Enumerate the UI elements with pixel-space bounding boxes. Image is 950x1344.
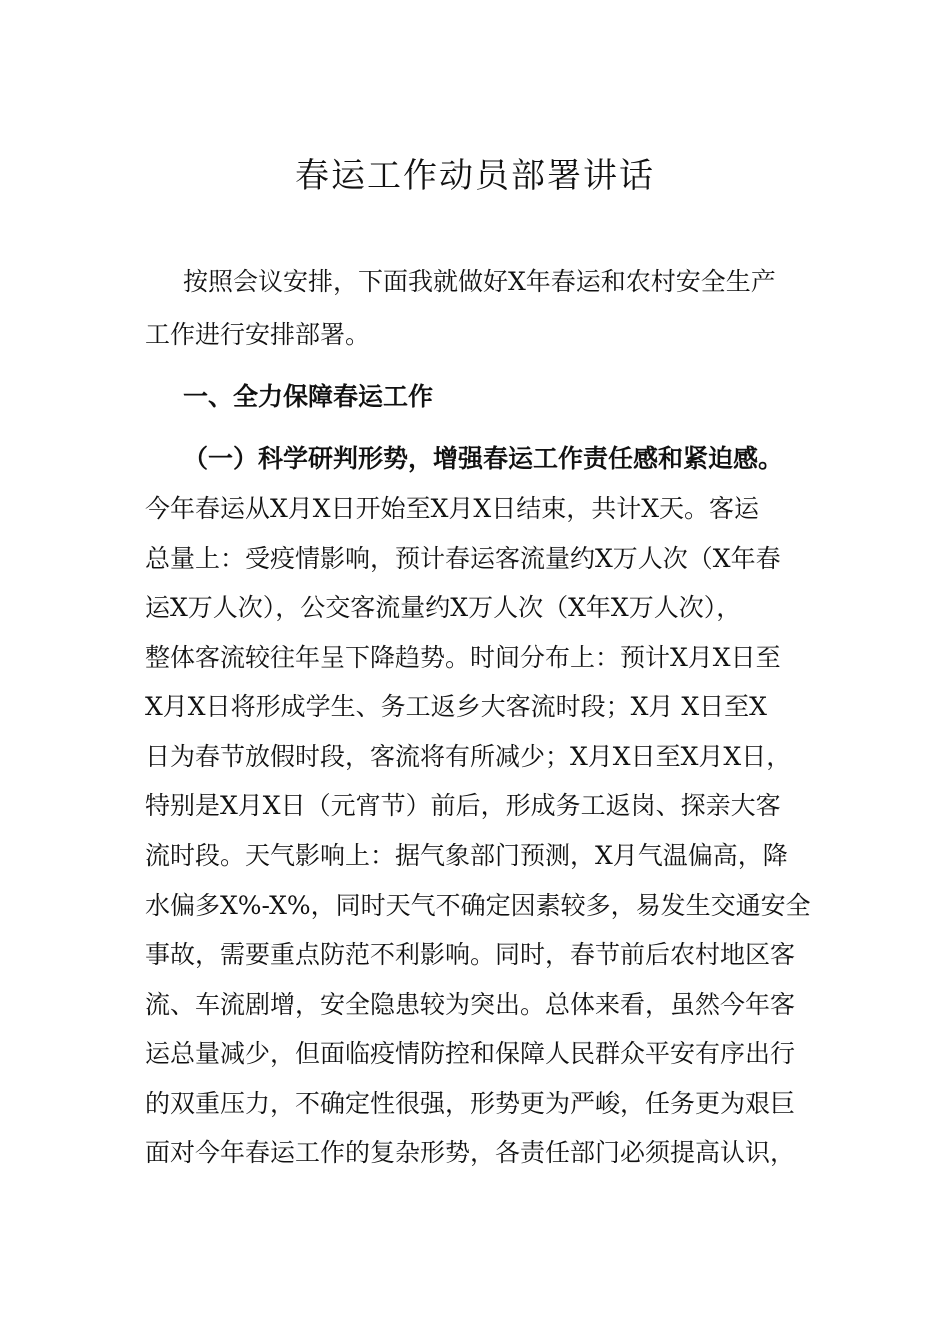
body-line: 面对今年春运工作的复杂形势，各责任部门必须提高认识，	[145, 1138, 796, 1167]
body-line: 总量上：受疫情影响，预计春运客流量约X万人次（X年春	[145, 544, 781, 573]
body-line: 今年春运从X月X日开始至X月X日结束，共计X天。客运	[145, 494, 759, 523]
body-line: 日为春节放假时段，客流将有所减少；X月X日至X月X日，	[145, 742, 792, 771]
body-line: 特别是X月X日（元宵节）前后，形成务工返岗、探亲大客	[145, 791, 781, 820]
section-heading: 一、全力保障春运工作	[183, 382, 434, 411]
intro-line-2: 工作进行安排部署。	[145, 320, 371, 349]
intro-line-1: 按照会议安排，下面我就做好X年春运和农村安全生产	[183, 267, 776, 296]
body-line: X月X日将形成学生、务工返乡大客流时段；X月 X日至X	[145, 692, 767, 721]
body-line: 流时段。天气影响上：据气象部门预测，X月气温偏高，降	[145, 841, 788, 870]
document-title: 春运工作动员部署讲话	[295, 156, 655, 196]
body-line: 运总量减少，但面临疫情防控和保障人民群众平安有序出行	[145, 1039, 796, 1068]
sub-heading: （一）科学研判形势，增强春运工作责任感和紧迫感。	[183, 444, 784, 473]
body-line: 水偏多X%-X%，同时天气不确定因素较多，易发生交通安全	[145, 891, 811, 920]
body-line: 事故，需要重点防范不利影响。同时，春节前后农村地区客	[145, 940, 796, 969]
body-line: 整体客流较往年呈下降趋势。时间分布上：预计X月X日至	[145, 643, 781, 672]
body-line: 流、车流剧增，安全隐患较为突出。总体来看，虽然今年客	[145, 990, 796, 1019]
body-line: 运X万人次），公交客流量约X万人次（X年X万人次），	[145, 593, 742, 622]
body-line: 的双重压力，不确定性很强，形势更为严峻，任务更为艰巨	[145, 1089, 796, 1118]
